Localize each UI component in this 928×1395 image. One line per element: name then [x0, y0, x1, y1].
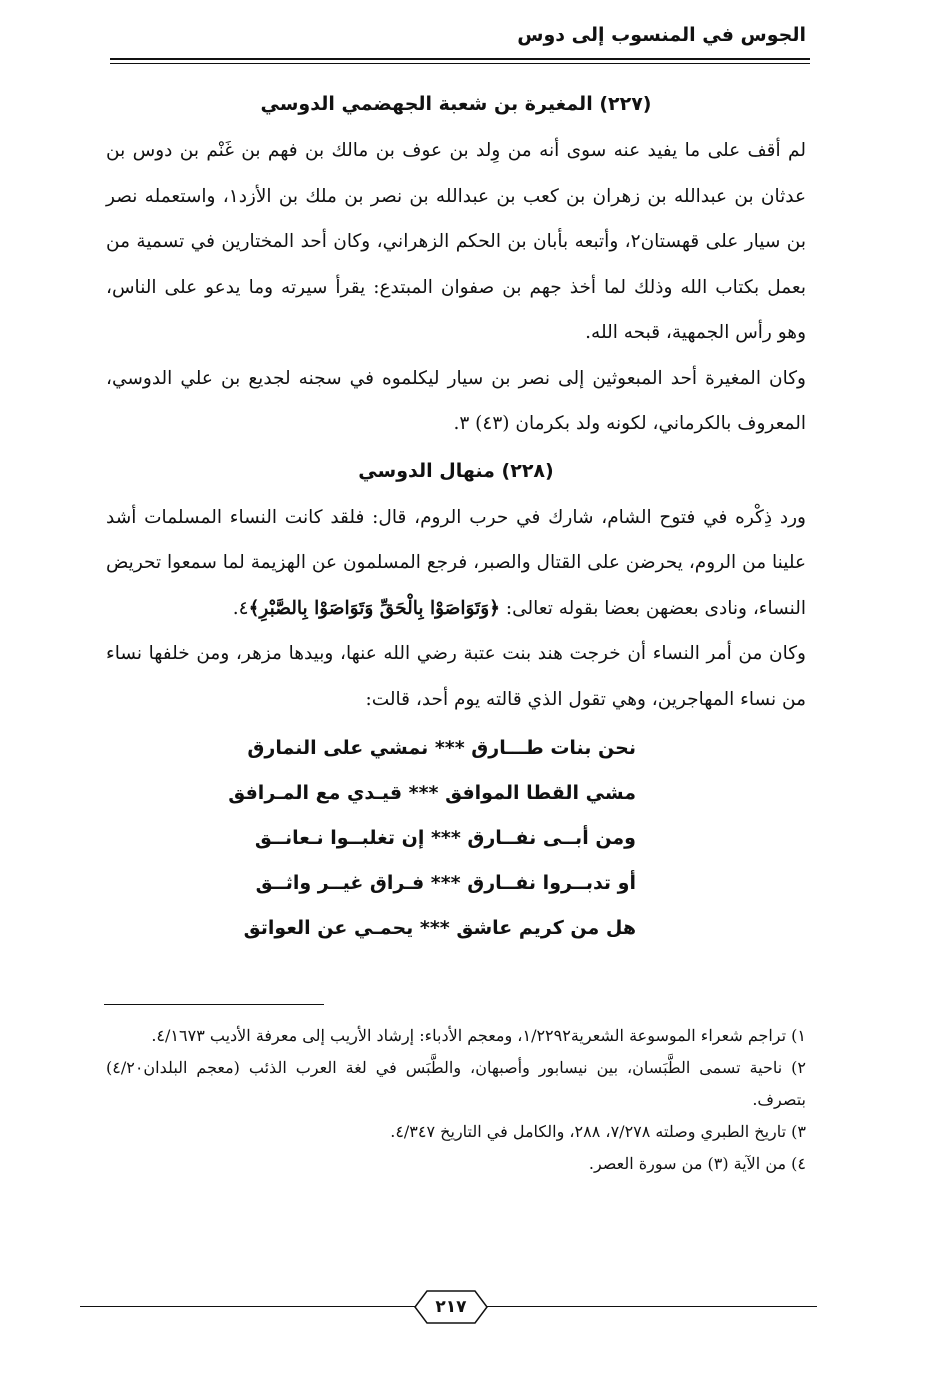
footnote-2: ٢) ناحية تسمى الطَّبَسان، بين نيسابور وأصبهان، والطَّبَس في لغة العرب الذئب (معجم البلدان٤/٢٠) بتصرف.	[106, 1058, 806, 1109]
poem	[106, 726, 806, 951]
page-number-frame	[413, 1289, 489, 1325]
entry-228-paragraph-2: وكان من أمر النساء أن خرجت هند بنت عتبة رضي الله عنها، وبيدها مزهر، ومن خلفها نساء من نساء المهاجرين، وهي تقول الذي قالته يوم أحد، قالت:	[106, 643, 806, 710]
footnotes	[106, 1020, 806, 1180]
footnote-1: ١) تراجم شعراء الموسوعة الشعرية١/٢٢٩٢، ومعجم الأدباء: إرشاد الأريب إلى معرفة الأديب ٤/١٦٧٣.	[151, 1026, 806, 1045]
poem-verse: هل من كريم عاشق *** يحمـي عن العواتق	[243, 917, 636, 939]
footer-rule-left	[80, 1306, 415, 1307]
entry-227-paragraph-1: لم أقف على ما يفيد عنه سوى أنه من وِلد بن عوف بن مالك بن فهم بن غَنْم بن دوس بن عدثان بن عبدالله بن زهران بن كعب بن عبدالله بن نصر بن ملك بن الأزد١، واستعمله نصر بن سيار على قهستان٢، وأتبعه بأبان بن الحكم الزهراني، وكان أحد المختارين في تسمية من بعمل بكتاب الله وذلك لما أخذ جهم بن صفوان المبتدع: يقرأ سيرته وما يدعو على الناس، وهو رأس الجمهية، قبحه الله.	[106, 140, 806, 343]
entry-title-228: (٢٢٨) منهال الدوسي	[358, 459, 554, 482]
footnote-3: ٣) تاريخ الطبري وصلته ٧/٢٧٨، ٢٨٨، والكامل في التاريخ ٤/٣٤٧.	[390, 1122, 806, 1141]
page-number: ٢١٧	[435, 1297, 467, 1317]
quran-verse: ﴿وَتَوَاصَوْا بِالْحَقِّ وَتَوَاصَوْا بِالصَّبْرِ﴾	[248, 597, 500, 619]
header-rule-thin	[110, 63, 810, 64]
footnote-4: ٤) من الآية (٣) من سورة العصر.	[588, 1154, 806, 1173]
entry-228-paragraph-1	[106, 495, 806, 632]
header-rule-thick	[110, 58, 810, 60]
main-content	[106, 80, 806, 951]
running-title: الجوس في المنسوب إلى دوس	[517, 24, 806, 46]
footnote-separator	[104, 1004, 324, 1005]
footer-rule-right	[487, 1306, 817, 1307]
poem-verse: مشي القطا الموافق *** قيـدي مع المـرافق	[228, 782, 636, 804]
poem-verse: نحن بنات طـــارق *** نمشي على النمارق	[247, 737, 636, 759]
entry-228-paragraph-1-text: ورد ذِكْره في فتوح الشام، شارك في حرب الروم، قال: فلقد كانت النساء المسلمات أشد علينا من الروم، يحرضن على القتال والصبر، فرجع المسلمون عن الهزيمة لما سمعوا تحريض النساء، ونادى بعضهن بعضا بقوله تعالى:	[106, 506, 806, 619]
footnote-marker-4: ٤.	[232, 597, 249, 619]
entry-227-paragraph-2: وكان المغيرة أحد المبعوثين إلى نصر بن سيار ليكلموه في سجنه لجديع بن علي الدوسي، المعروف بالكرماني، لكونه ولد بكرمان (٤٣) ٣.	[106, 367, 806, 434]
poem-verse: أو تدبــروا نفــارق *** فـراق غيــر واثــق	[255, 872, 636, 894]
entry-title-227: (٢٢٧) المغيرة بن شعبة الجهضمي الدوسي	[260, 93, 652, 115]
poem-verse: ومن أبــى نفــارق *** إن تغلبــوا نـعانــق	[254, 827, 636, 849]
